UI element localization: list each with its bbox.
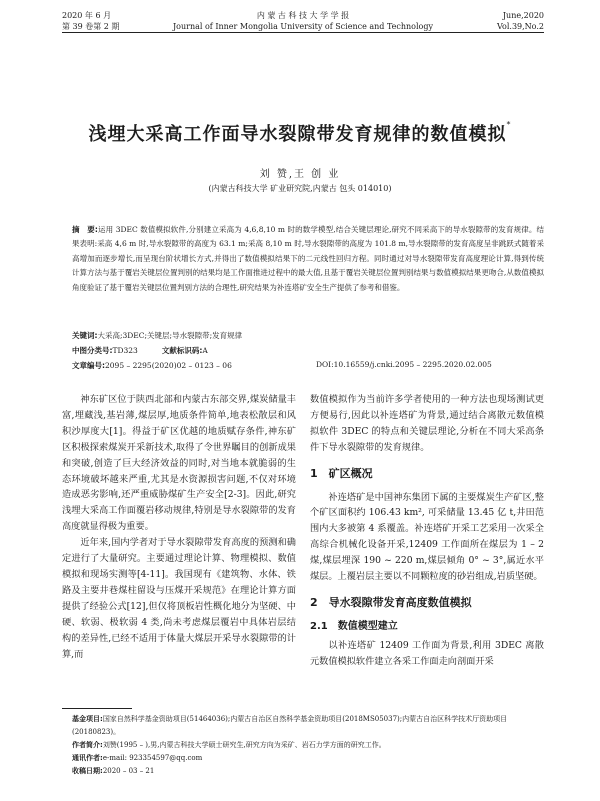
classification: 中图分类号:TD323 文献标识码:A <box>72 346 208 355</box>
paper-title: 浅埋大采高工作面导水裂隙带发育规律的数值模拟* <box>88 120 512 145</box>
subsection-heading: 2.1 数值模型建立 <box>310 620 398 632</box>
body-paragraph: 近年来,国内学者对于导水裂隙带发育高度的预测和确定进行了大量研究。主要通过理论计算、物理模拟、数值模拟和现场实测等[4-11]。我国现有《建筑物、水体、铁路及主要井巷煤柱留设与压煤开采规范》在理论计算方面提供了经验公式[12],但仅将顶板岩性概化地分为坚硬、中硬、软弱、极软弱 4 类,尚未考虑煤层覆岩中具体岩层结构的差异性,已经不适用于体量大煤层开采导水裂隙带的计算,而 <box>62 537 296 660</box>
article-number: 文章编号:2095 – 2295(2020)02 – 0123 – 06 <box>72 361 232 370</box>
authors: 刘 赞,王 创 业 <box>259 169 341 180</box>
footnotes <box>72 713 544 778</box>
body-paragraph: 神东矿区位于陕西北部和内蒙古东部交界,煤炭储量丰富,埋藏浅,基岩薄,煤层厚,地质条件简单,地表松散层和风积沙厚度大[1]。得益于矿区优越的地质赋存条件,神东矿区积极探索煤炭开采新技术,取得了令世界瞩目的创新成果和突破,创造了巨大经济效益的同时,对当地本就脆弱的生态环境破坏越来严重,尤其是水资源损害问题,不仅对环境造成恶劣影响,还严重威胁煤矿生产安全[2-3]。因此,研究浅埋大采高工作面覆岩移动规律,特别是导水裂隙带的发育高度就显得极为重要。 <box>62 394 296 533</box>
title-footnote-mark: * <box>506 120 512 129</box>
right-column <box>310 392 544 670</box>
section-heading: 1 矿区概况 <box>310 466 373 480</box>
affiliation: (内蒙古科技大学 矿业研究院,内蒙古 包头 014010) <box>208 184 392 193</box>
footnote-corresponding: 通讯作者:e-mail: 923354597@qq.com <box>72 754 203 762</box>
footnote-author: 作者简介:刘赞(1995 – ),男,内蒙古科技大学硕士研究生,研究方向为采矿、岩石力学方面的研究工作。 <box>72 741 386 749</box>
footnote-rule <box>62 708 132 709</box>
doi: DOI:10.16559/j.cnki.2095 – 2295.2020.02.005 <box>316 360 492 369</box>
header-volume: June,2020 Vol.39,No.2 <box>497 11 544 31</box>
header-journal: 内 蒙 古 科 技 大 学 学 报 Journal of Inner Mongolia University of Science and Technology <box>172 11 434 31</box>
footnote-received: 收稿日期:2020 – 03 – 21 <box>72 767 155 775</box>
keywords-label: 关键词: <box>72 331 98 340</box>
keywords: 关键词:大采高;3DEC;关键层;导水裂隙带;发育规律 <box>72 331 243 340</box>
header-rule <box>62 32 544 33</box>
abstract-label: 摘 要: <box>72 225 98 234</box>
footnote-funding: 基金项目:国家自然科学基金资助项目(51464036);内蒙古自治区自然科学基金资助项目(2018MS05037);内蒙古自治区科学技术厅资助项目(20180823)。 <box>72 715 508 736</box>
section-heading: 2 导水裂隙带发育高度数值模拟 <box>310 595 472 609</box>
abstract <box>72 223 544 295</box>
header-issue: 2020 年 6 月 第 39 卷第 2 期 <box>62 11 120 31</box>
body-paragraph: 数值模拟作为当前许多学者使用的一种方法也现场测试更方便易行,因此以补连塔矿为背景,通过结合离散元数值模拟软件 3DEC 的特点和关键层理论,分析在不同大采高条件下导水裂隙带的发育规律。 <box>310 394 544 453</box>
abstract-text: 运用 3DEC 数值模拟软件,分别建立采高为 4,6,8,10 m 时的数学模型,结合关键层理论,研究不同采高下的导水裂隙带的发育规律。结果表明:采高 4,6 m 时,导水裂隙带的高度为 63.1 m;采高 8,10 m 时,导水裂隙带的高度为 101.8 m,导水裂隙带的发育高度呈非跳跃式随着采高增加而逐步增长,而呈现台阶状增长方式,并得出了数值模拟结果下的二元线性回归方程。同时通过对导水裂隙带发育高度理论计算,得到传统计算方法与基于覆岩关键层位置判别的结果均是工作面推进过程中的最大值,且基于覆岩关键层位置判别结果与数值模拟结果更吻合,从数值模拟角度验证了基于覆岩关键层位置判别方法的合理性,研究结果为补连塔矿安全生产提供了参考和借鉴。 <box>72 225 544 292</box>
left-column <box>62 392 296 662</box>
body-paragraph: 补连塔矿是中国神东集团下属的主要煤炭生产矿区,整个矿区面积约 106.43 km², 可采储量 13.45 亿 t,井田范围内大多被第 4 系覆盖。补连塔矿开采工艺采用一次采全高综合机械化设备开采,12409 工作面所在煤层为 1 – 2 煤,煤层埋深 190 ~ 220 m,煤层倾角 0° ~ 3°,属近水平煤层。上覆岩层主要以不同颗粒度的砂岩组成,岩质坚硬。 <box>310 491 544 583</box>
body-paragraph: 以补连塔矿 12409 工作面为背景,利用 3DEC 离散元数值模拟软件建立各采工作面走向剖面开采 <box>310 639 544 667</box>
